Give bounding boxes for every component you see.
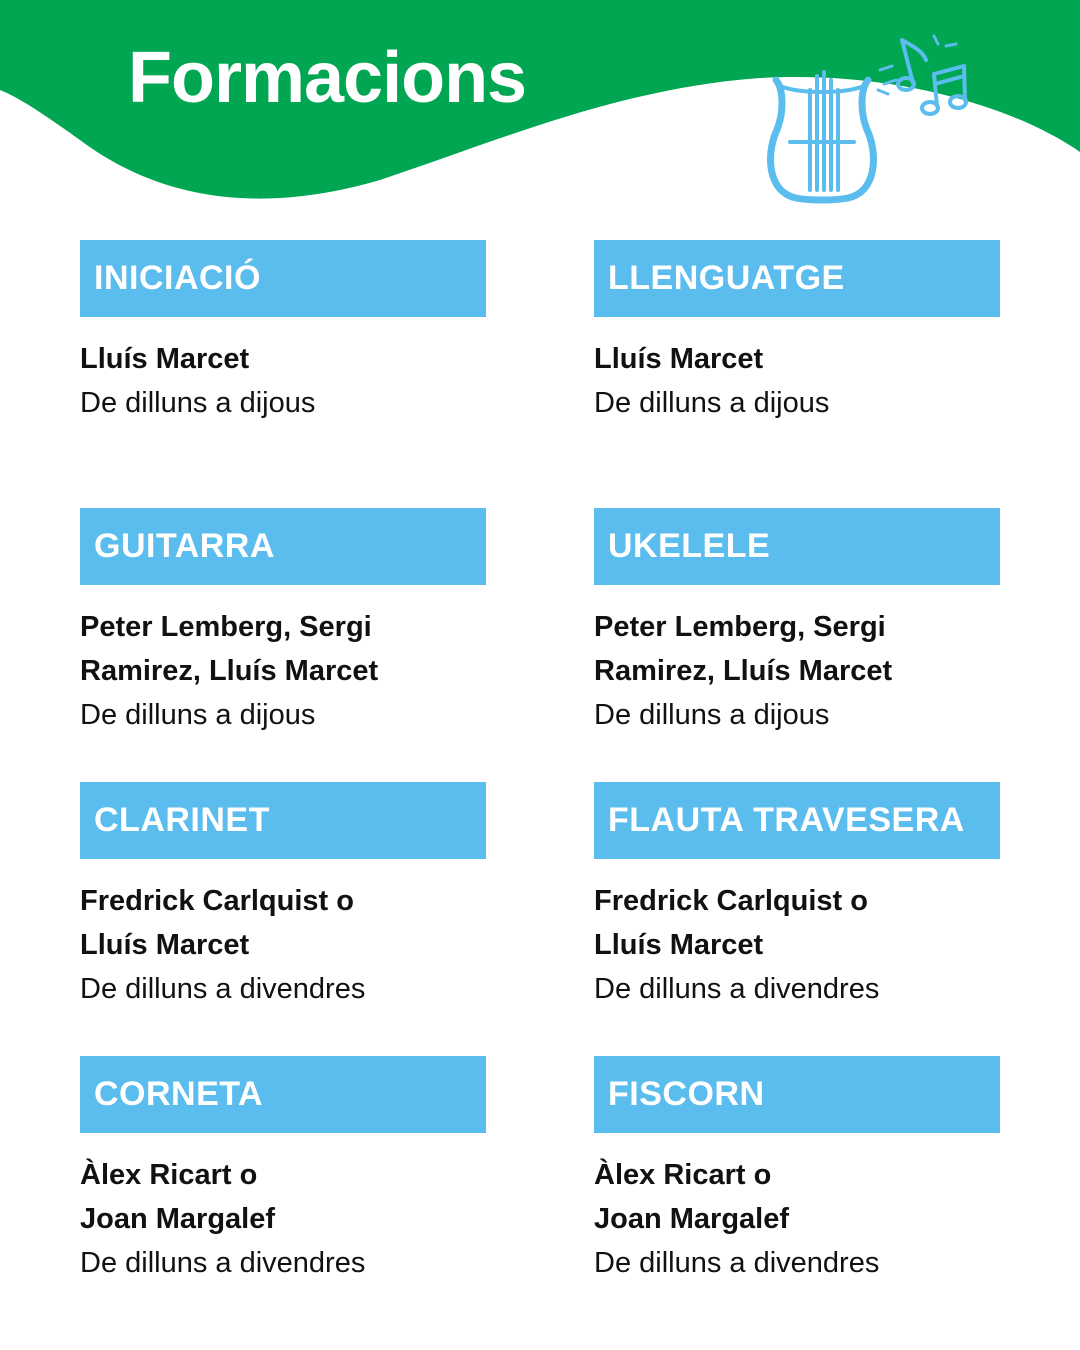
- course-name: LLENGUATGE: [594, 240, 1000, 317]
- course-card-clarinet: [80, 782, 486, 1011]
- course-days: De dilluns a dijous: [594, 699, 830, 731]
- course-teacher: Lluís Marcet: [594, 343, 764, 375]
- course-teacher: Peter Lemberg, Sergi Ramirez, Lluís Marcet: [594, 611, 893, 687]
- course-card-corneta: [80, 1056, 486, 1285]
- course-card-fiscorn: [594, 1056, 1000, 1285]
- course-card-flauta-travesera: [594, 782, 1000, 1011]
- course-teacher: Lluís Marcet: [80, 343, 250, 375]
- course-teacher: Peter Lemberg, Sergi Ramirez, Lluís Marcet: [80, 611, 379, 687]
- course-name: GUITARRA: [80, 508, 486, 585]
- course-card-llenguatge: [594, 240, 1000, 425]
- course-days: De dilluns a divendres: [80, 973, 366, 1005]
- course-teacher: Fredrick Carlquist o Lluís Marcet: [80, 885, 354, 961]
- course-name: FLAUTA TRAVESERA: [594, 782, 1000, 859]
- course-name: CLARINET: [80, 782, 486, 859]
- course-name: CORNETA: [80, 1056, 486, 1133]
- course-teacher: Fredrick Carlquist o Lluís Marcet: [594, 885, 868, 961]
- course-days: De dilluns a divendres: [594, 973, 880, 1005]
- course-name: INICIACIÓ: [80, 240, 486, 317]
- course-card-ukelele: [594, 508, 1000, 737]
- course-teacher: Àlex Ricart o Joan Margalef: [80, 1159, 275, 1235]
- course-card-iniciacio: [80, 240, 486, 425]
- lyre-music-notes-icon: [750, 30, 990, 210]
- course-days: De dilluns a dijous: [80, 387, 316, 419]
- course-days: De dilluns a divendres: [594, 1247, 880, 1279]
- course-name: UKELELE: [594, 508, 1000, 585]
- course-days: De dilluns a divendres: [80, 1247, 366, 1279]
- course-name: FISCORN: [594, 1056, 1000, 1133]
- course-card-guitarra: [80, 508, 486, 737]
- course-days: De dilluns a dijous: [594, 387, 830, 419]
- page-title: Formacions: [128, 38, 527, 118]
- course-days: De dilluns a dijous: [80, 699, 316, 731]
- course-teacher: Àlex Ricart o Joan Margalef: [594, 1159, 789, 1235]
